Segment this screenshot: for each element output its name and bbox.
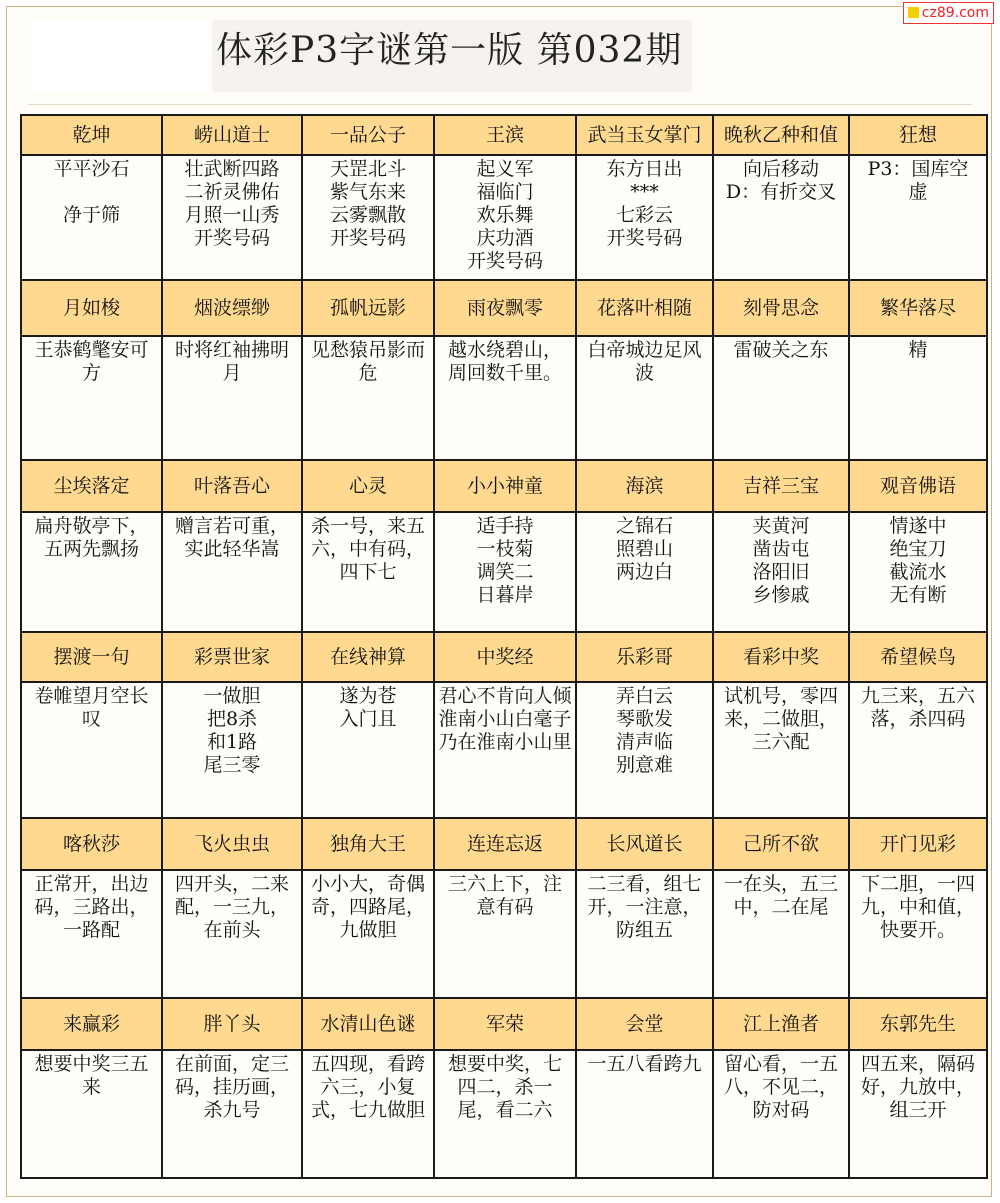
content-cell (713, 1050, 849, 1178)
clue-text: 杀一号，来五 六，中有码， 四下七 (310, 515, 425, 583)
content-cell (162, 512, 302, 632)
content-cell (434, 1050, 576, 1178)
clue-text: 一五八看跨九 (587, 1053, 702, 1075)
watermark-text: cz89.com (921, 5, 989, 21)
content-row (21, 682, 987, 818)
clue-text: 时将红袖拂明 月 (174, 339, 289, 384)
content-cell (713, 512, 849, 632)
header-cell: 会堂 (576, 998, 713, 1050)
header-row (21, 818, 987, 870)
header-cell: 开门见彩 (849, 818, 987, 870)
content-cell (849, 336, 987, 460)
content-cell (434, 336, 576, 460)
header-cell: 东郭先生 (849, 998, 987, 1050)
content-cell (849, 512, 987, 632)
header-cell: 胖丫头 (162, 998, 302, 1050)
content-cell (302, 870, 434, 998)
content-cell (302, 1050, 434, 1178)
content-cell (21, 682, 162, 818)
header-cell: 看彩中奖 (713, 632, 849, 682)
puzzle-table (20, 114, 988, 1179)
content-cell (576, 870, 713, 998)
header-cell: 叶落吾心 (162, 460, 302, 512)
header-cell: 江上渔者 (713, 998, 849, 1050)
title-blank-area (32, 20, 212, 92)
content-row (21, 512, 987, 632)
content-cell (21, 155, 162, 280)
clue-text: 壮武断四路 二祈灵佛佑 月照一山秀 开奖号码 (184, 158, 280, 249)
content-cell (434, 155, 576, 280)
content-cell (576, 682, 713, 818)
header-cell: 彩票世家 (162, 632, 302, 682)
clue-text: 天罡北斗 紫气东来 云雾飘散 开奖号码 (329, 158, 406, 249)
content-cell (849, 1050, 987, 1178)
title-divider (28, 104, 972, 105)
header-cell: 晚秋乙种和值 (713, 115, 849, 155)
content-cell (302, 155, 434, 280)
content-cell (434, 870, 576, 998)
clue-text: 正常开，出边 码，三路出， 一路配 (34, 873, 149, 941)
content-cell (576, 512, 713, 632)
clue-text: 精 (908, 339, 928, 361)
clue-text: 见愁猿吊影而 危 (310, 339, 425, 384)
header-row (21, 460, 987, 512)
header-cell: 尘埃落定 (21, 460, 162, 512)
header-cell: 小小神童 (434, 460, 576, 512)
clue-text: 起义军 福临门 欢乐舞 庆功酒 开奖号码 (466, 158, 543, 272)
clue-text: 一在头，五三 中，二在尾 (723, 873, 838, 918)
header-cell: 狂想 (849, 115, 987, 155)
content-cell (713, 336, 849, 460)
content-cell (434, 682, 576, 818)
header-cell: 武当玉女掌门 (576, 115, 713, 155)
content-cell (849, 682, 987, 818)
clue-text: 下二胆，一四 九，中和值， 快要开。 (860, 873, 975, 941)
header-row (21, 280, 987, 336)
header-cell: 乐彩哥 (576, 632, 713, 682)
header-cell: 希望候鸟 (849, 632, 987, 682)
clue-text: 四开头，二来 配，一三九， 在前头 (174, 873, 289, 941)
content-cell (162, 682, 302, 818)
clue-text: 王恭鹤氅安可 方 (34, 339, 149, 384)
content-cell (162, 1050, 302, 1178)
header-cell: 飞火虫虫 (162, 818, 302, 870)
clue-text: 卷帷望月空长 叹 (34, 685, 149, 730)
content-cell (576, 336, 713, 460)
header-cell: 己所不欲 (713, 818, 849, 870)
header-cell: 中奖经 (434, 632, 576, 682)
clue-text: 适手持 一枝菊 调笑二 日暮岸 (476, 515, 534, 606)
content-cell (302, 336, 434, 460)
clue-text: 留心看，一五 八，不见二， 防对码 (723, 1053, 838, 1121)
content-cell (162, 155, 302, 280)
clue-text: 二三看，组七 开，一注意， 防组五 (587, 873, 702, 941)
content-cell (302, 512, 434, 632)
header-cell: 王滨 (434, 115, 576, 155)
content-cell (21, 336, 162, 460)
clue-text: 弄白云 琴歌发 清声临 别意难 (615, 685, 673, 776)
clue-text: P3：国库空 虚 (867, 158, 969, 203)
site-watermark (903, 2, 994, 24)
clue-text: 君心不肯向人倾 淮南小山白毫子 乃在淮南小山里 (438, 685, 572, 753)
header-cell: 摆渡一句 (21, 632, 162, 682)
clue-text: 平平沙石 净于筛 (53, 158, 130, 226)
clue-text: 情遂中 绝宝刀 截流水 无有断 (889, 515, 947, 606)
clue-text: 五四现，看跨 六三，小复 式，七九做胆 (310, 1053, 425, 1121)
watermark-square-icon (908, 7, 919, 18)
clue-text: 扁舟敬亭下， 五两先飘扬 (34, 515, 149, 560)
clue-text: 四五来，隔码 好，九放中， 组三开 (860, 1053, 975, 1121)
header-row (21, 998, 987, 1050)
header-cell: 来赢彩 (21, 998, 162, 1050)
content-cell (302, 682, 434, 818)
clue-text: 遂为苍 入门且 (339, 685, 397, 730)
clue-text: 试机号，零四 来，二做胆， 三六配 (723, 685, 838, 753)
clue-text: 夹黄河 凿齿屯 洛阳旧 乡惨戚 (752, 515, 810, 606)
content-cell (713, 155, 849, 280)
content-cell (849, 155, 987, 280)
header-cell: 喀秋莎 (21, 818, 162, 870)
clue-text: 想要中奖，七 四二，杀一 尾，看二六 (447, 1053, 562, 1121)
header-row (21, 632, 987, 682)
header-cell: 繁华落尽 (849, 280, 987, 336)
header-cell: 月如梭 (21, 280, 162, 336)
page-title: 体彩P3字谜第一版 第032期 (216, 30, 683, 71)
clue-text: 三六上下，注 意有码 (447, 873, 562, 918)
header-cell: 军荣 (434, 998, 576, 1050)
header-cell: 花落叶相随 (576, 280, 713, 336)
header-cell: 长风道长 (576, 818, 713, 870)
header-cell: 乾坤 (21, 115, 162, 155)
header-cell: 刻骨思念 (713, 280, 849, 336)
content-cell (21, 512, 162, 632)
header-cell: 心灵 (302, 460, 434, 512)
content-cell (21, 870, 162, 998)
content-row (21, 870, 987, 998)
header-cell: 在线神算 (302, 632, 434, 682)
clue-text: 白帝城边足风 波 (587, 339, 702, 384)
clue-text: 想要中奖三五 来 (34, 1053, 149, 1098)
header-cell: 海滨 (576, 460, 713, 512)
clue-text: 东方日出 *** 七彩云 开奖号码 (606, 158, 683, 249)
clue-text: 九三来，五六 落，杀四码 (860, 685, 975, 730)
clue-text: 在前面，定三 码，挂历画， 杀九号 (174, 1053, 289, 1121)
content-cell (434, 512, 576, 632)
content-cell (849, 870, 987, 998)
header-cell: 连连忘返 (434, 818, 576, 870)
content-cell (576, 155, 713, 280)
clue-text: 赠言若可重， 实此轻华嵩 (174, 515, 289, 560)
header-cell: 孤帆远影 (302, 280, 434, 336)
content-cell (713, 682, 849, 818)
clue-text: 雷破关之东 (733, 339, 829, 361)
content-row (21, 336, 987, 460)
clue-text: 之锦石 照碧山 两边白 (615, 515, 673, 583)
header-cell: 崂山道士 (162, 115, 302, 155)
content-cell (162, 336, 302, 460)
content-cell (162, 870, 302, 998)
content-row (21, 155, 987, 280)
header-cell: 烟波缥缈 (162, 280, 302, 336)
header-cell: 水清山色谜 (302, 998, 434, 1050)
header-cell: 雨夜飘零 (434, 280, 576, 336)
content-row (21, 1050, 987, 1178)
header-cell: 观音佛语 (849, 460, 987, 512)
clue-text: 小小大，奇偶 奇，四路尾， 九做胆 (310, 873, 425, 941)
clue-text: 一做胆 把8杀 和1路 尾三零 (203, 685, 261, 776)
content-cell (713, 870, 849, 998)
header-row (21, 115, 987, 155)
header-cell: 吉祥三宝 (713, 460, 849, 512)
header-cell: 一品公子 (302, 115, 434, 155)
header-cell: 独角大王 (302, 818, 434, 870)
content-cell (21, 1050, 162, 1178)
clue-text: 越水绕碧山， 周回数千里。 (447, 339, 562, 384)
content-cell (576, 1050, 713, 1178)
clue-text: 向后移动 D：有折交叉 (725, 158, 837, 203)
